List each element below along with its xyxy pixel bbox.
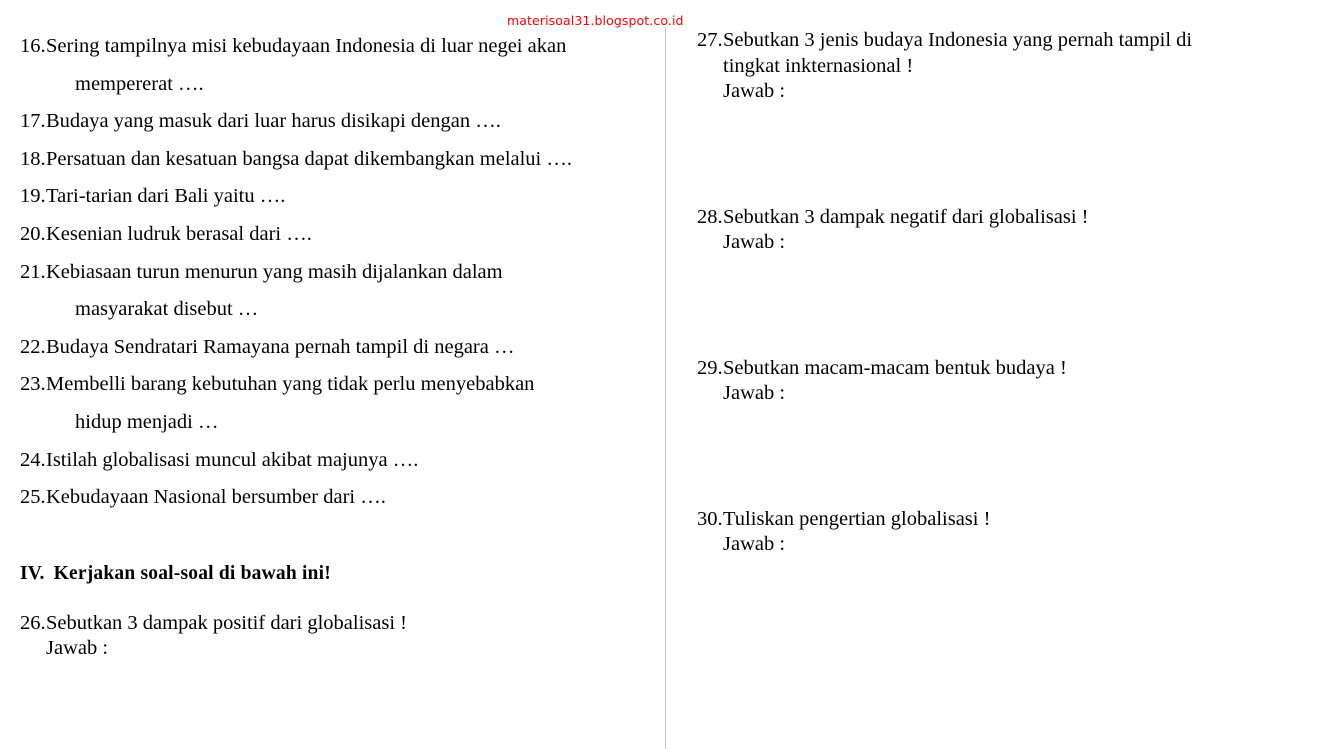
item-number: 30. (697, 507, 723, 530)
answer-label: Jawab : (723, 533, 786, 555)
item-number: 28. (697, 205, 723, 228)
list-item (20, 103, 645, 141)
essay-question (20, 611, 645, 736)
answer-label: Jawab : (46, 637, 109, 660)
section-title: Kerjakan soal-soal di bawah ini! (53, 562, 331, 584)
item-text: Kebudayaan Nasional bersumber dari …. (46, 486, 386, 509)
answer-lines[interactable] (784, 105, 1289, 179)
answer-label: Jawab : (723, 80, 786, 102)
answer-line[interactable] (784, 586, 1289, 609)
item-number: 20. (20, 222, 46, 245)
answer-line[interactable] (784, 563, 1289, 586)
answer-lines[interactable] (784, 256, 1289, 330)
item-number: 22. (20, 335, 46, 358)
item-line-2: masyarakat disebut … (75, 298, 259, 321)
list-item (20, 141, 645, 179)
answer-label: Jawab : (723, 382, 786, 404)
item-number: 17. (20, 110, 46, 133)
answer-line[interactable] (784, 110, 1289, 133)
watermark-text: materisoal31.blogspot.co.id (507, 13, 684, 28)
item-text: Sebutkan macam-macam bentuk budaya ! (723, 356, 1067, 379)
answer-line[interactable] (784, 156, 1289, 179)
item-text (46, 366, 645, 441)
answer-line[interactable] (784, 412, 1289, 435)
item-number: 19. (20, 185, 46, 208)
essay-question-head (697, 205, 1305, 231)
item-text (46, 254, 645, 329)
answer-label: Jawab : (723, 231, 786, 253)
essay-question (697, 28, 1305, 179)
item-text: Sebutkan 3 dampak negatif dari globalisasi ! (723, 205, 1089, 228)
item-text (723, 28, 1305, 79)
item-number: 16. (20, 35, 46, 57)
item-text: Sebutkan 3 dampak positif dari globalisasi ! (46, 611, 407, 634)
answer-lines[interactable] (784, 407, 1289, 481)
left-column (0, 0, 665, 736)
item-text: Istilah globalisasi muncul akibat majunya …. (46, 448, 419, 471)
item-text: Tuliskan pengertian globalisasi ! (723, 507, 991, 530)
item-number: 23. (20, 373, 46, 396)
item-text: Persatuan dan kesatuan bangsa dapat dikembangkan melalui …. (46, 147, 573, 170)
section-roman-numeral: IV. (20, 562, 45, 584)
essay-question-head (697, 28, 1305, 79)
item-line-1: Membelli barang kebutuhan yang tidak perlu menyebabkan (46, 373, 535, 396)
fill-in-list (20, 28, 645, 517)
item-number: 24. (20, 448, 46, 471)
essay-question (697, 205, 1305, 330)
answer-line[interactable] (784, 133, 1289, 156)
answer-line[interactable] (105, 667, 632, 690)
list-item (20, 366, 645, 441)
item-text: Budaya yang masuk dari luar harus disikapi dengan …. (46, 110, 501, 133)
item-number: 25. (20, 486, 46, 509)
essay-question-head (697, 507, 1305, 533)
item-line-1: Kebiasaan turun menurun yang masih dijalankan dalam (46, 260, 503, 283)
item-number: 21. (20, 260, 46, 283)
item-line-1: Sering tampilnya misi kebudayaan Indonesia di luar negei akan (46, 35, 567, 57)
right-column (665, 0, 1323, 632)
item-text: Tari-tarian dari Bali yaitu …. (46, 185, 286, 208)
answer-line[interactable] (784, 609, 1289, 632)
answer-line[interactable] (784, 284, 1289, 307)
list-item (20, 442, 645, 480)
item-line-2: hidup menjadi … (75, 410, 219, 433)
list-item (20, 479, 645, 517)
essay-question-head (697, 356, 1305, 382)
answer-line[interactable] (784, 261, 1289, 284)
answer-line[interactable] (784, 307, 1289, 330)
answer-line[interactable] (105, 713, 632, 736)
item-text (46, 28, 645, 103)
item-number: 26. (20, 611, 46, 634)
item-text: Kesenian ludruk berasal dari …. (46, 222, 312, 245)
answer-line[interactable] (784, 458, 1289, 481)
list-item (20, 216, 645, 254)
essay-question-head (20, 611, 645, 637)
item-number: 27. (697, 29, 723, 51)
item-line-2: tingkat inkternasional ! (723, 54, 914, 77)
item-number: 18. (20, 147, 46, 170)
list-item (20, 28, 645, 103)
list-item (20, 254, 645, 329)
essay-question (697, 507, 1305, 632)
answer-line[interactable] (105, 690, 632, 713)
answer-line[interactable] (784, 435, 1289, 458)
item-line-2: mempererat …. (75, 72, 204, 95)
item-number: 29. (697, 356, 723, 379)
section-heading (20, 561, 645, 587)
answer-lines[interactable] (105, 662, 632, 736)
list-item (20, 329, 645, 367)
essay-question (697, 356, 1305, 481)
answer-lines[interactable] (784, 558, 1289, 632)
item-text: Budaya Sendratari Ramayana pernah tampil di negara … (46, 335, 515, 358)
item-line-1: Sebutkan 3 jenis budaya Indonesia yang pernah tampil di (723, 29, 1193, 51)
list-item (20, 178, 645, 216)
